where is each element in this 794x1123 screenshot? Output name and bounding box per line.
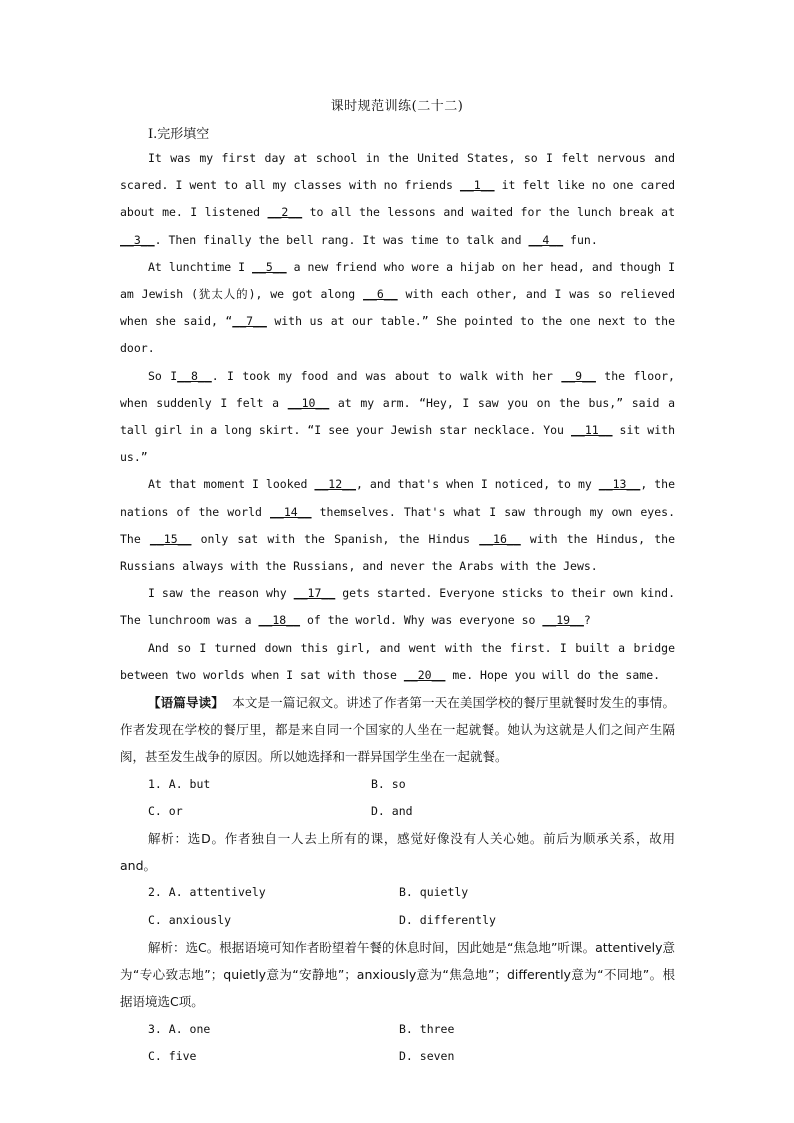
blank: __16__ (479, 531, 521, 546)
option-b: B. three (399, 1021, 455, 1036)
blank: __3__ (120, 232, 155, 247)
passage-paragraph: I saw the reason why __17__ gets started. Everyone sticks to their own kind. The lunchroom was a __18__ of the world. Why was everyone so __19__? (120, 586, 675, 628)
passage-paragraph: At that moment I looked __12__, and that's when I noticed, to my __13__, the nations of the world __14__ themselves. That's what I saw through my own eyes. The __15__ only sat with the Spanish, the Hindus __16__ with the Hindus, the Russians always with the Russians, and never the Arabs with the Jews. (120, 477, 676, 574)
blank: __17__ (293, 586, 336, 601)
passage-paragraph: At lunchtime I __5__ a new friend who wore a hijab on her head, and though I am Jewish (犹太人的), we got along __6__ with each other, and I was so relieved when she said, “__7__ with us at our table.” She pointed to the one next to the door. (120, 259, 675, 356)
guide-label: 【语篇导读】 (148, 695, 224, 711)
option-a: 2. A. attentively (148, 885, 266, 900)
option-a: 1. A. but (148, 776, 211, 791)
blank: __4__ (528, 232, 564, 247)
blank: __6__ (363, 287, 398, 302)
question-options-row (120, 771, 675, 798)
question-options-row (120, 1043, 675, 1070)
answer-analysis: 解析：选D。作者独自一人去上所有的课，感觉好像没有人关心她。前后为顺承关系，故用and。 (120, 831, 675, 874)
blank: __18__ (258, 613, 301, 628)
blank: __19__ (542, 613, 584, 628)
section-heading: Ⅰ.完形填空 (148, 127, 210, 142)
blank: __11__ (570, 423, 613, 438)
blank: __1__ (459, 178, 495, 193)
question-options-row (120, 879, 675, 906)
option-d: D. differently (399, 912, 496, 927)
passage-paragraph: So I__8__. I took my food and was about to walk with her __9__ the floor, when suddenly I felt a __10__ at my arm. “Hey, I saw you on the bus,” said a tall girl in a long skirt. “I see your Jewish star necklace. You __11__ sit with us.” (120, 368, 675, 465)
blank: __12__ (314, 477, 356, 492)
guide-text: 本文是一篇记叙文。讲述了作者第一天在美国学校的餐厅里就餐时发生的事情。作者发现在学校的餐厅里，都是来自同一个国家的人坐在一起就餐。她认为这就是人们之间产生隔阂，甚至发生战争的原因。所以她选择和一群异国学生坐在一起就餐。 (120, 695, 675, 765)
blank: __13__ (598, 477, 641, 492)
blank: __5__ (252, 259, 287, 274)
blank: __9__ (561, 368, 596, 383)
option-c: C. or (148, 803, 183, 818)
question-options-row (120, 798, 675, 825)
blank: __14__ (270, 504, 312, 519)
passage-paragraph: And so I turned down this girl, and went with the first. I built a bridge between two worlds when I sat with those __20__ me. Hope you will do the same. (120, 640, 675, 682)
blank: __2__ (267, 205, 303, 220)
question-options-row (120, 907, 675, 934)
passage-paragraph: It was my first day at school in the United States, so I felt nervous and scared. I went to all my classes with no friends __1__ it felt like no one cared about me. I listened __2__ to all the lessons and waited for the lunch break at __3__. Then finally the bell rang. It was time to talk and __4__ fun. (120, 151, 676, 247)
reading-guide (120, 689, 675, 771)
blank: __10__ (287, 395, 330, 410)
option-b: B. quietly (399, 885, 469, 900)
blank: __8__ (177, 368, 212, 383)
blank: __15__ (149, 531, 192, 546)
blank: __20__ (403, 667, 446, 682)
page-title: 课时规范训练(二十二) (330, 99, 464, 114)
question-options-row (120, 1016, 675, 1043)
option-c: C. anxiously (148, 912, 232, 927)
option-c: C. five (148, 1048, 197, 1063)
exercise-body (120, 145, 675, 1070)
option-d: D. seven (399, 1048, 455, 1063)
option-b: B. so (371, 776, 406, 791)
option-a: 3. A. one (148, 1021, 211, 1036)
blank: __7__ (232, 314, 267, 329)
answer-analysis: 解析：选C。根据语境可知作者盼望着午餐的休息时间，因此她是“焦急地”听课。attentively意为“专心致志地”；quietly意为“安静地”；anxiously意为“焦急地”；differently意为“不同地”。根据语境选C项。 (120, 939, 675, 1010)
option-d: D. and (371, 803, 413, 818)
